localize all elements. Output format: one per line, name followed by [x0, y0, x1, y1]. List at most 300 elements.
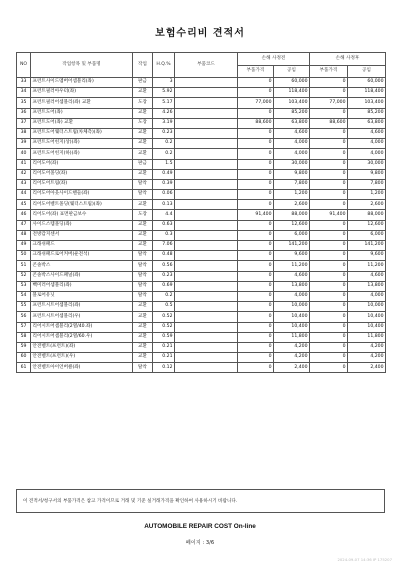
row-part-code	[175, 78, 238, 88]
row-no: 43	[17, 179, 31, 189]
row-before-part-price: 0	[238, 363, 274, 373]
header-after: 손해 사정후	[310, 53, 386, 66]
table-row	[17, 251, 386, 261]
row-after-labor: 7,800	[348, 179, 386, 189]
row-part-code	[175, 88, 238, 98]
row-item: 프런트도어(좌)	[31, 108, 133, 118]
row-no: 55	[17, 302, 31, 312]
estimate-table	[16, 52, 386, 373]
row-no: 56	[17, 312, 31, 322]
row-work: 탈착	[133, 190, 153, 200]
row-before-labor: 60,000	[274, 78, 310, 88]
row-after-labor: 1,200	[348, 190, 386, 200]
row-item: 콘솔박스사이드패널(좌)	[31, 271, 133, 281]
row-before-part-price: 0	[238, 332, 274, 342]
row-item: 리어시트어셈블리(2열/60.우)	[31, 332, 133, 342]
row-work: 탈착	[133, 179, 153, 189]
row-after-labor: 4,200	[348, 342, 386, 352]
header-item: 작업항목 및 부품명	[31, 53, 133, 78]
row-after-labor: 141,200	[348, 241, 386, 251]
row-before-labor: 4,000	[274, 291, 310, 301]
row-no: 52	[17, 271, 31, 281]
row-no: 34	[17, 88, 31, 98]
row-before-labor: 85,200	[274, 108, 310, 118]
row-hq: 0.21	[153, 353, 175, 363]
row-part-code	[175, 118, 238, 128]
row-after-labor: 88,000	[348, 210, 386, 220]
row-after-part-price: 88,600	[310, 118, 348, 128]
row-hq: 1.5	[153, 159, 175, 169]
row-item: 블로어유닛	[31, 291, 133, 301]
row-work: 교환	[133, 302, 153, 312]
row-part-code	[175, 230, 238, 240]
row-before-part-price: 0	[238, 241, 274, 251]
row-hq: 0.23	[153, 271, 175, 281]
row-hq: 0.3	[153, 230, 175, 240]
row-after-part-price: 91,400	[310, 210, 348, 220]
row-hq: 5.17	[153, 98, 175, 108]
row-after-part-price: 0	[310, 139, 348, 149]
row-work: 교환	[133, 342, 153, 352]
row-after-labor: 11,800	[348, 332, 386, 342]
print-timestamp: 2024-09-07 14:36 IP 175207	[337, 557, 392, 562]
row-after-part-price: 0	[310, 322, 348, 332]
table-row	[17, 291, 386, 301]
row-no: 38	[17, 128, 31, 138]
row-hq: 0.59	[153, 332, 175, 342]
row-work: 교환	[133, 241, 153, 251]
header-before-part-price: 부품가격	[238, 66, 274, 78]
row-before-labor: 2,600	[274, 200, 310, 210]
row-work: 교환	[133, 108, 153, 118]
row-item: 프런트필러어셈블리(좌) 교환	[31, 98, 133, 108]
row-part-code	[175, 108, 238, 118]
row-item: 프런트도어(좌) 교환	[31, 118, 133, 128]
row-work: 교환	[133, 312, 153, 322]
row-before-labor: 10,000	[274, 302, 310, 312]
row-before-labor: 2,400	[274, 363, 310, 373]
row-no: 49	[17, 241, 31, 251]
row-after-part-price: 0	[310, 312, 348, 322]
table-row	[17, 149, 386, 159]
row-no: 35	[17, 98, 31, 108]
row-item: 리어시트어셈블리(2열/40.좌)	[31, 322, 133, 332]
row-after-part-price: 0	[310, 169, 348, 179]
row-after-labor: 10,400	[348, 312, 386, 322]
row-hq: 0.69	[153, 281, 175, 291]
row-work: 판금	[133, 159, 153, 169]
row-after-labor: 30,000	[348, 159, 386, 169]
table-row	[17, 261, 386, 271]
table-row	[17, 98, 386, 108]
header-hqs: H.Q.%	[153, 53, 175, 78]
row-before-part-price: 0	[238, 149, 274, 159]
row-before-labor: 4,000	[274, 139, 310, 149]
table-row	[17, 210, 386, 220]
row-hq: 0.06	[153, 190, 175, 200]
row-after-part-price: 0	[310, 88, 348, 98]
row-after-part-price: 0	[310, 159, 348, 169]
row-item: 전방감지센서	[31, 230, 133, 240]
row-before-labor: 11,200	[274, 261, 310, 271]
row-before-part-price: 0	[238, 302, 274, 312]
row-before-labor: 4,000	[274, 149, 310, 159]
row-after-part-price: 0	[310, 190, 348, 200]
row-after-labor: 6,000	[348, 230, 386, 240]
row-part-code	[175, 251, 238, 261]
row-after-part-price: 77,000	[310, 98, 348, 108]
table-row	[17, 271, 386, 281]
row-before-labor: 118,400	[274, 88, 310, 98]
row-part-code	[175, 261, 238, 271]
row-after-labor: 4,000	[348, 139, 386, 149]
row-no: 48	[17, 230, 31, 240]
row-before-part-price: 0	[238, 281, 274, 291]
row-no: 45	[17, 200, 31, 210]
row-before-part-price: 91,400	[238, 210, 274, 220]
row-part-code	[175, 139, 238, 149]
table-row	[17, 78, 386, 88]
row-no: 53	[17, 281, 31, 291]
row-no: 51	[17, 261, 31, 271]
row-before-labor: 10,400	[274, 312, 310, 322]
row-part-code	[175, 159, 238, 169]
row-item: 안전벨트(프런트)(좌)	[31, 342, 133, 352]
row-after-labor: 9,800	[348, 169, 386, 179]
row-hq: 4.4	[153, 210, 175, 220]
row-before-part-price: 0	[238, 312, 274, 322]
page-number: 페이지 : 3/6	[185, 540, 215, 546]
row-before-part-price: 0	[238, 322, 274, 332]
row-no: 61	[17, 363, 31, 373]
row-after-labor: 10,400	[348, 322, 386, 332]
row-after-labor: 2,600	[348, 200, 386, 210]
row-no: 58	[17, 332, 31, 342]
row-hq: 0.52	[153, 322, 175, 332]
table-row	[17, 332, 386, 342]
row-part-code	[175, 332, 238, 342]
row-part-code	[175, 210, 238, 220]
document-title: 보험수리비 견적서	[155, 28, 245, 39]
row-after-labor: 9,600	[348, 251, 386, 261]
row-after-part-price: 0	[310, 291, 348, 301]
table-row	[17, 363, 386, 373]
header-no: NO	[17, 53, 31, 78]
row-item: 프런트시트어셈블리(좌)	[31, 302, 133, 312]
row-no: 47	[17, 220, 31, 230]
row-work: 교환	[133, 322, 153, 332]
row-hq: 0.2	[153, 139, 175, 149]
row-before-labor: 63,800	[274, 118, 310, 128]
row-part-code	[175, 281, 238, 291]
row-before-part-price: 0	[238, 78, 274, 88]
row-after-labor: 4,000	[348, 291, 386, 301]
table-row	[17, 312, 386, 322]
row-after-part-price: 0	[310, 281, 348, 291]
row-after-labor: 4,600	[348, 128, 386, 138]
row-item: 사이드스텝몰딩(좌)	[31, 220, 133, 230]
header-work: 작업	[133, 53, 153, 78]
row-before-labor: 1,200	[274, 190, 310, 200]
row-no: 42	[17, 169, 31, 179]
row-after-part-price: 0	[310, 261, 348, 271]
row-part-code	[175, 200, 238, 210]
table-body	[17, 78, 386, 373]
row-part-code	[175, 169, 238, 179]
row-work: 탈착	[133, 281, 153, 291]
row-before-part-price: 0	[238, 108, 274, 118]
row-no: 60	[17, 353, 31, 363]
row-part-code	[175, 98, 238, 108]
row-hq: 0.23	[153, 128, 175, 138]
table-row	[17, 200, 386, 210]
row-after-labor: 118,400	[348, 88, 386, 98]
table-row	[17, 241, 386, 251]
row-item: 프런트사이드멤버어셈블리(좌)	[31, 78, 133, 88]
row-work: 교환	[133, 200, 153, 210]
row-part-code	[175, 342, 238, 352]
row-before-labor: 4,200	[274, 342, 310, 352]
row-work: 탈착	[133, 261, 153, 271]
row-after-part-price: 0	[310, 108, 348, 118]
row-hq: 0.5	[153, 302, 175, 312]
row-no: 46	[17, 210, 31, 220]
table-header	[17, 53, 386, 78]
row-after-labor: 12,600	[348, 220, 386, 230]
header-part-code: 부품코드	[175, 53, 238, 78]
row-part-code	[175, 353, 238, 363]
table-row	[17, 179, 386, 189]
row-after-part-price: 0	[310, 241, 348, 251]
row-after-part-price: 0	[310, 353, 348, 363]
row-before-part-price: 0	[238, 190, 274, 200]
row-no: 59	[17, 342, 31, 352]
row-before-labor: 10,400	[274, 322, 310, 332]
table-row	[17, 342, 386, 352]
row-part-code	[175, 302, 238, 312]
row-part-code	[175, 312, 238, 322]
row-work: 탈착	[133, 291, 153, 301]
table-row	[17, 230, 386, 240]
row-no: 44	[17, 190, 31, 200]
row-item: 리어도어트림(좌)	[31, 179, 133, 189]
row-no: 39	[17, 139, 31, 149]
row-before-part-price: 0	[238, 230, 274, 240]
row-item: 빽미러어셈블리(좌)	[31, 281, 133, 291]
row-hq: 0.2	[153, 291, 175, 301]
table-row	[17, 281, 386, 291]
row-hq: 0.48	[153, 251, 175, 261]
row-hq: 4.26	[153, 108, 175, 118]
header-before-labor: 공임	[274, 66, 310, 78]
row-before-part-price: 0	[238, 261, 274, 271]
row-work: 교환	[133, 149, 153, 159]
row-before-labor: 9,800	[274, 169, 310, 179]
table-row	[17, 88, 386, 98]
row-part-code	[175, 190, 238, 200]
row-before-labor: 103,400	[274, 98, 310, 108]
row-work: 탈착	[133, 251, 153, 261]
row-before-part-price: 0	[238, 200, 274, 210]
row-work: 탈착	[133, 271, 153, 281]
row-after-part-price: 0	[310, 220, 348, 230]
row-hq: 0.2	[153, 149, 175, 159]
row-before-labor: 30,000	[274, 159, 310, 169]
row-hq: 0.21	[153, 342, 175, 352]
row-after-labor: 10,000	[348, 302, 386, 312]
row-no: 54	[17, 291, 31, 301]
row-before-part-price: 0	[238, 88, 274, 98]
row-part-code	[175, 271, 238, 281]
row-work: 탈착	[133, 363, 153, 373]
row-after-labor: 63,800	[348, 118, 386, 128]
row-hq: 0.63	[153, 220, 175, 230]
table-row	[17, 139, 386, 149]
row-after-labor: 11,200	[348, 261, 386, 271]
row-part-code	[175, 241, 238, 251]
table-row	[17, 118, 386, 128]
row-before-labor: 4,600	[274, 271, 310, 281]
table-row	[17, 169, 386, 179]
row-part-code	[175, 363, 238, 373]
row-after-part-price: 0	[310, 342, 348, 352]
row-before-labor: 11,800	[274, 332, 310, 342]
row-part-code	[175, 220, 238, 230]
row-after-labor: 4,600	[348, 271, 386, 281]
row-no: 50	[17, 251, 31, 261]
row-work: 교환	[133, 128, 153, 138]
row-after-part-price: 0	[310, 363, 348, 373]
row-before-part-price: 0	[238, 271, 274, 281]
row-after-labor: 85,200	[348, 108, 386, 118]
table-row	[17, 220, 386, 230]
row-before-part-price: 77,000	[238, 98, 274, 108]
row-hq: 7.06	[153, 241, 175, 251]
row-work: 판금	[133, 78, 153, 88]
notice-box	[16, 489, 385, 513]
row-work: 도장	[133, 98, 153, 108]
row-work: 교환	[133, 353, 153, 363]
row-hq: 0.39	[153, 179, 175, 189]
row-before-part-price: 0	[238, 342, 274, 352]
row-hq: 0.56	[153, 261, 175, 271]
row-after-labor: 4,200	[348, 353, 386, 363]
row-before-labor: 6,000	[274, 230, 310, 240]
row-before-part-price: 0	[238, 159, 274, 169]
row-part-code	[175, 179, 238, 189]
row-item: 콘솔박스	[31, 261, 133, 271]
row-item: 리어도어아웃사이드핸들(좌)	[31, 190, 133, 200]
row-before-labor: 13,800	[274, 281, 310, 291]
row-item: 프런트도어힌지(상)(좌)	[31, 139, 133, 149]
table-row	[17, 128, 386, 138]
row-item: 안전벨트(프런트)(우)	[31, 353, 133, 363]
row-work: 도장	[133, 210, 153, 220]
header-after-labor: 공임	[348, 66, 386, 78]
header-after-part-price: 부품가격	[310, 66, 348, 78]
row-after-part-price: 0	[310, 230, 348, 240]
row-before-part-price: 0	[238, 251, 274, 261]
row-hq: 0.12	[153, 363, 175, 373]
row-before-part-price: 0	[238, 139, 274, 149]
table-row	[17, 322, 386, 332]
row-after-part-price: 0	[310, 302, 348, 312]
row-item: 프런트도어웨더스트립(차체측)(좌)	[31, 128, 133, 138]
row-before-labor: 7,800	[274, 179, 310, 189]
row-after-labor: 60,000	[348, 78, 386, 88]
row-item: 크래쉬패드로어커버(운전석)	[31, 251, 133, 261]
row-work: 교환	[133, 169, 153, 179]
row-hq: 0.49	[153, 169, 175, 179]
row-before-part-price: 0	[238, 291, 274, 301]
row-item: 리어도어몰딩(좌)	[31, 169, 133, 179]
row-no: 40	[17, 149, 31, 159]
row-hq: 3.19	[153, 118, 175, 128]
row-after-part-price: 0	[310, 271, 348, 281]
row-before-labor: 9,600	[274, 251, 310, 261]
row-work: 도장	[133, 118, 153, 128]
row-before-part-price: 0	[238, 169, 274, 179]
row-before-part-price: 88,600	[238, 118, 274, 128]
row-no: 57	[17, 322, 31, 332]
row-before-labor: 4,200	[274, 353, 310, 363]
row-hq: 0.52	[153, 312, 175, 322]
notice-text: 이 견적서/청구서의 부품가격은 참고 가격이므로 거래 및 기준 실거래가격을 확인하여 사용하시기 바랍니다.	[23, 499, 238, 504]
table-row	[17, 302, 386, 312]
table-row	[17, 108, 386, 118]
row-no: 33	[17, 78, 31, 88]
row-before-part-price: 0	[238, 128, 274, 138]
row-before-part-price: 0	[238, 220, 274, 230]
table-row	[17, 190, 386, 200]
row-after-part-price: 0	[310, 200, 348, 210]
row-item: 안전벨트아이언버클(좌)	[31, 363, 133, 373]
row-item: 프런트시트어셈블리(우)	[31, 312, 133, 322]
row-before-labor: 12,600	[274, 220, 310, 230]
row-item: 리어도어벨트몰딩(웨더스트립)(좌)	[31, 200, 133, 210]
row-hq: 3	[153, 78, 175, 88]
row-no: 41	[17, 159, 31, 169]
row-before-part-price: 0	[238, 179, 274, 189]
row-part-code	[175, 322, 238, 332]
row-after-labor: 2,400	[348, 363, 386, 373]
footer-title: AUTOMOBILE REPAIR COST On-line	[144, 523, 256, 530]
row-after-part-price: 0	[310, 332, 348, 342]
row-work: 교환	[133, 332, 153, 342]
row-part-code	[175, 149, 238, 159]
row-after-part-price: 0	[310, 128, 348, 138]
row-item: 프런트필러아우터(좌)	[31, 88, 133, 98]
row-after-labor: 4,000	[348, 149, 386, 159]
row-after-part-price: 0	[310, 78, 348, 88]
row-no: 36	[17, 108, 31, 118]
row-after-labor: 13,800	[348, 281, 386, 291]
row-item: 프런트도어힌지(하)(좌)	[31, 149, 133, 159]
row-work: 교환	[133, 88, 153, 98]
row-work: 교환	[133, 230, 153, 240]
row-after-labor: 103,400	[348, 98, 386, 108]
row-after-part-price: 0	[310, 149, 348, 159]
row-item: 리어도어(좌)	[31, 159, 133, 169]
table-row	[17, 353, 386, 363]
row-after-part-price: 0	[310, 179, 348, 189]
row-part-code	[175, 291, 238, 301]
row-before-labor: 88,000	[274, 210, 310, 220]
row-after-part-price: 0	[310, 251, 348, 261]
table-row	[17, 159, 386, 169]
row-hq: 5.92	[153, 88, 175, 98]
row-before-part-price: 0	[238, 353, 274, 363]
